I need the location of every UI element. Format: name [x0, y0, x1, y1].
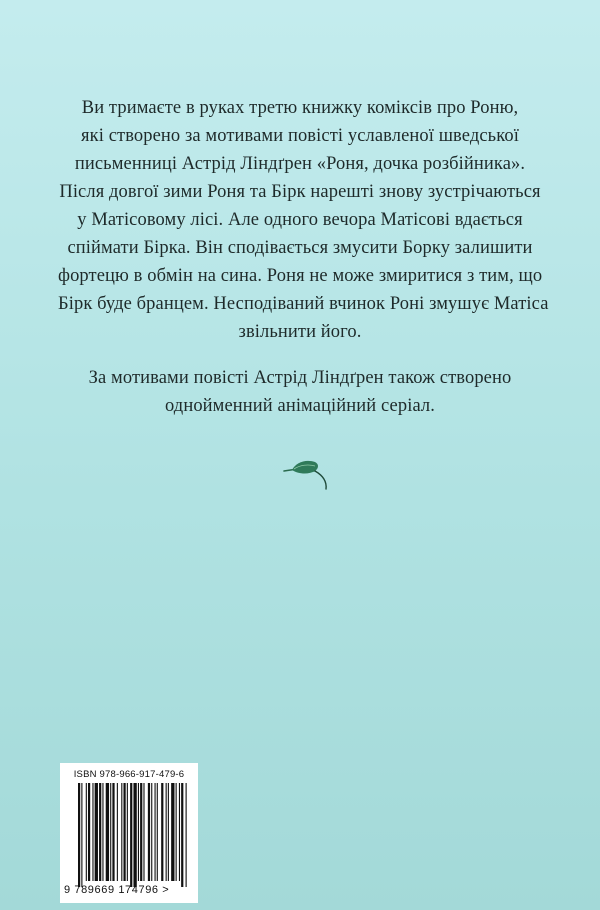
barcode-bar: [133, 783, 136, 887]
barcode-bar: [168, 783, 169, 881]
barcode-panel: [60, 763, 198, 903]
barcode-bar: [121, 783, 122, 881]
barcode-bar: [106, 783, 109, 881]
description-line: які створено за мотивами повісті уславленої шведської: [81, 126, 519, 146]
description-line: спіймати Бірка. Він сподівається змусити Борку залишити: [67, 238, 533, 258]
description-line: За мотивами повісті Астрід Ліндґрен також створено: [88, 368, 512, 388]
barcode-bar: [140, 783, 142, 881]
description-line: Бірк буде бранцем. Несподіваний вчинок Роні змушує Матіса: [58, 294, 549, 314]
description-line: фортецю в обмін на сина. Роня не може змиритися з тим, що: [58, 266, 543, 286]
barcode-bar: [110, 783, 111, 881]
barcode-bar: [88, 783, 90, 881]
description-line: звільнити його.: [238, 322, 362, 342]
barcode-bar: [171, 783, 174, 881]
barcode-digits: 9 789669 174796 >: [64, 884, 170, 896]
description-paragraph-1: [58, 94, 549, 346]
barcode-bar: [181, 783, 183, 887]
barcode-bar: [81, 783, 82, 887]
description-line: у Матісовому лісі. Але одного вечора Матісові вдається: [77, 210, 523, 230]
description-line: Ви тримаєте в руках третю книжку коміксів про Роню,: [81, 98, 519, 118]
barcode-bar: [151, 783, 152, 881]
barcode-bar: [130, 783, 132, 887]
book-description: [58, 94, 549, 420]
description-line: однойменний анімаційний серіал.: [164, 396, 435, 416]
barcode-bar: [123, 783, 125, 881]
barcode-bar: [127, 783, 128, 881]
barcode-bar: [112, 783, 114, 881]
barcode-bar: [102, 783, 103, 881]
barcode-bar: [161, 783, 163, 881]
barcode-bar: [78, 783, 80, 887]
barcode-bar: [148, 783, 150, 881]
description-line: Після довгої зими Роня та Бірк нарешті знову зустрічаються: [59, 182, 541, 202]
barcode-bar: [86, 783, 87, 881]
barcode-bar: [166, 783, 167, 881]
isbn-label: ISBN 978-966-917-479-6: [73, 769, 185, 780]
description-paragraph-2: [58, 364, 542, 420]
barcode-bar: [95, 783, 98, 881]
barcode-bar: [99, 783, 101, 881]
barcode-bar: [117, 783, 118, 881]
barcode-bar: [179, 783, 180, 881]
feather-icon: [282, 454, 334, 494]
barcode-bar: [186, 783, 187, 887]
barcode-bar: [143, 783, 144, 881]
description-line: письменниці Астрід Ліндґрен «Роня, дочка розбійника».: [74, 154, 526, 174]
barcode-bar: [92, 783, 93, 881]
barcode-bar: [155, 783, 156, 881]
barcode-bar: [138, 783, 139, 881]
barcode-bar: [157, 783, 158, 881]
barcode-bars: [78, 783, 190, 889]
barcode-bar: [176, 783, 177, 881]
